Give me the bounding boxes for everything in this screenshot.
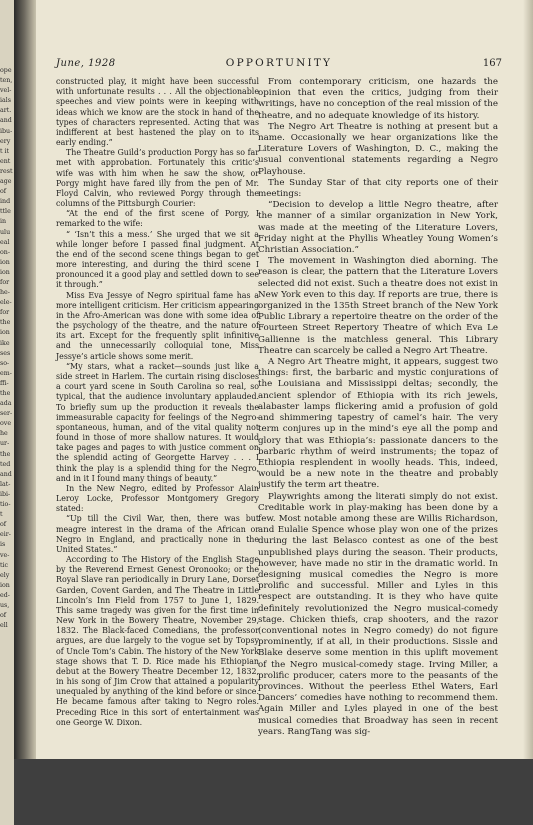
edge-text-fragment: ttle (0, 208, 11, 216)
paragraph: According to The History of the English Stage by the Reverend Ernest Genest Oronooko; or the Royal Slave ran periodically in Drury Lane, Dorset Garden, Covent Garden, and The Theatre in Little Lincoln’s Inn Field from 1757 to June 1, 1829. This same tragedy was given for the first time in New York in the Bowery Theatre, November 29, 1832. The Black-faced Comedians, the professor argues, are due largely to the vogue set by Topsy of Uncle Tom’s Cabin. The history of the New York stage shows that T. D. Rice made his Ethiopian debut at the Bowery Theatre December 12, 1832, in his song of Jim Crow that attained a popularity unequaled by anything of the kind before or since. He became famous after taking to Negro roles. Preceding Rice in this sort of entertainment was one George W. Dixon. (56, 555, 259, 727)
edge-text-fragment: tic (0, 561, 9, 569)
paragraph: Miss Eva Jessye of Negro spiritual fame has a more intelligent criticism. Her criticism appearing in the Afro-American was done with some idea of the psychology of the theatre, and the nature of its art. Except for the frequently split infinitive and the unnecessarily colloquial tone, Miss Jessye’s article shows some merit. (56, 290, 259, 361)
paragraph: The Sunday Star of that city reports one of their meetings: (258, 177, 498, 200)
paragraph: “ ‘Isn’t this a mess.’ She urged that we sit a while longer before I passed final judgment. At the end of the second scene things began to get more interesting, and during the third scene I pronounced it a good play and settled down to see it through.” (56, 229, 259, 290)
edge-text-fragment: ten, (0, 77, 13, 85)
edge-text-fragment: the (0, 390, 11, 397)
edge-text-fragment: lat- (0, 480, 11, 488)
edge-text-fragment: and (0, 117, 12, 125)
edge-text-fragment: he- (0, 289, 10, 297)
edge-text-fragment: ibi- (0, 490, 11, 498)
page-edge-shadow (523, 0, 533, 759)
edge-text-fragment: so- (0, 359, 10, 367)
edge-text-fragment: ada (0, 400, 12, 408)
edge-text-fragment: the (0, 319, 11, 327)
edge-text-fragment: of (0, 612, 7, 620)
edge-text-fragment: for (0, 278, 10, 286)
magazine-title: OPPORTUNITY (225, 57, 333, 69)
edge-text-fragment: ibu- (0, 127, 13, 135)
edge-text-fragment: in (0, 218, 7, 226)
paragraph: “At the end of the first scene of Porgy, I remarked to the wife: (56, 209, 259, 229)
edge-text-fragment: ely (0, 571, 10, 579)
previous-page-edge (0, 0, 14, 825)
running-header (56, 58, 502, 72)
edge-text-fragment: ion (0, 581, 10, 589)
edge-text-fragment: vel- (0, 87, 12, 95)
issue-date: June, 1928 (56, 58, 116, 69)
paragraph: “Decision to develop a little Negro theatre, after the manner of a similar organization in New York, was made at the meeting of the Literature Lovers, Friday night at the Phyllis Wheatley Young Women’s Christian Association.” (258, 200, 498, 256)
edge-text-fragment: ove (0, 420, 12, 428)
edge-text-fragment: us, (0, 601, 10, 609)
edge-text-fragment: ent (0, 157, 11, 165)
edge-text-fragment: ser- (0, 410, 13, 418)
edge-text-fragment: em- (0, 369, 12, 377)
edge-text-fragment: ind (0, 198, 11, 206)
edge-text-fragment: ell (0, 622, 8, 630)
edge-text-fragment: tio- (0, 501, 11, 509)
paragraph: The Negro Art Theatre is nothing at present but a name. Occasionally we hear organizations like the Literature Lovers of Washington, D. C., making the usual conventional statements regarding a Negro Playhouse. (258, 121, 498, 177)
paragraph: The Theatre Guild’s production Porgy has so far met with approbation. Fortunately this critic’s wife was with him when he saw the show, or Porgy might have fared illy from the pen of Mr. Floyd Calvin, who reviewed Porgy through the columns of the Pittsburgh Courier: (56, 148, 259, 209)
edge-text-fragment: ials (0, 97, 12, 105)
edge-text-fragment: t (0, 511, 3, 519)
edge-text-fragment: ion (0, 258, 10, 266)
paragraph: The movement in Washington died aborning. The reason is clear, the pattern that the Literature Lovers selected did not exist. Such a theatre does not exist in New York even to this day. If reports are true, there is organized in the 135th Street branch of the New York Public Library a repertoire theatre on the order of the Fourteen Street Repertory Theatre of which Eva Le Gallienne is the matchless general. This Library Theatre can scarcely be called a Negro Art Theatre. (258, 256, 498, 356)
paragraph: Playwrights among the literati simply do not exist. Creditable work in play-making has been done by a few. Most notable among these are Willis Richardson, and Eulalie Spence whose play won one of the prizes during the last Belasco contest as one of the best unpublished plays during the season. Their products, however, have made no stir in the dramatic world. In designing musical comedies the Negro is more prolific and successful. Miller and Lyles in this respect are outstanding. It is they who have quite definitely revolutionized the Negro musical-comedy stage. Chicken thiefs, crap shooters, and the razor (conventional notes in Negro comedy) do not figure prominently, if at all, in their productions. Sissle and Blake deserve some mention in this uplift movement of the Negro musical-comedy stage. Irving Miller, a prolific producer, caters more to the peasants of the provinces. Without the peerless Ethel Waters, Earl Dancers’ comedies have nothing to recommend them. Again Miller and Lyles played in one of the best musical comedies that Broadway has seen in recent years. RangTang was sig- (258, 491, 498, 737)
paragraph: A Negro Art Theatre might, it appears, suggest two things: first, the barbaric and mystic conjurations of the Louisiana and Mississippi deltas; secondly, the ancient splendor of Ethiopia with its rich jewels, alabaster lamps flickering amid a profusion of gold and shimmering tapestry of camel’s hair. The very term conjures up in the mind’s eye all the pomp and glory that was Ethiopia’s: passionate dancers to the barbaric rhythm of weird instruments; the topaz of Ethiopia resplendent in woolly heads. This, indeed, would be a new note in the theatre and probably justify the term art theatre. (258, 357, 498, 491)
edge-text-fragment: ur- (0, 440, 10, 448)
edge-text-fragment: of (0, 521, 7, 529)
edge-text-fragment: ulu (0, 228, 11, 236)
edge-text-fragment: the (0, 450, 11, 458)
edge-text-fragment: ion (0, 329, 10, 337)
edge-text-fragment: of (0, 188, 7, 196)
edge-text-fragment: age (0, 178, 12, 186)
edge-text-fragment: eir- (0, 531, 11, 539)
edge-text-fragment: eal (0, 238, 10, 246)
edge-text-fragment: ffi- (0, 379, 9, 387)
edge-text-fragment: he (0, 430, 8, 438)
edge-text-fragment: rest (0, 167, 13, 175)
paragraph: “My stars, what a racket—sounds just like a side street in Harlem. The curtain rising discloses a court yard scene in South Carolina so real, so typical, that the audience involuntary applauded. To briefly sum up the production it reveals the immeasurable capacity for feelings of the Negro-spontaneous, human, and of the vital quality not found in those of more shallow natures. It would take pages and pages to with justice comment on the splendid acting of Georgette Harvey . . . I think the play is a splendid thing for the Negro, and in it I found many things of beauty.” (56, 361, 259, 483)
edge-text-fragment: t it (0, 147, 10, 155)
edge-text-fragment: is (0, 541, 6, 549)
edge-text-fragment: ve- (0, 551, 10, 559)
edge-text-fragment: and (0, 470, 12, 478)
edge-text-fragment: ed- (0, 591, 10, 599)
paragraph: From contemporary criticism, one hazards the opinion that even the critics, judging from their writings, have no conception of the real mission of the theatre, and no adequate knowledge of its history. (258, 77, 499, 121)
right-column (258, 77, 498, 738)
paragraph: constructed play, it might have been successful with unfortunate results . . . All the objectionable speeches and view points were in keeping with ideas which we know are the stock in hand of the types of characters represented. Acting that was indifferent at best hastened the play on to its early ending.” (56, 77, 259, 148)
page-number: 167 (482, 58, 502, 69)
edge-text-fragment: ted (0, 460, 11, 468)
edge-text-fragment: ope (0, 67, 12, 74)
edge-text-fragment: for (0, 309, 10, 317)
paragraph: “Up till the Civil War, then, there was but meagre interest in the drama of the African or Negro in England, and practically none in the United States.” (56, 514, 259, 554)
edge-text-fragment: ion (0, 268, 10, 276)
book-gutter (14, 0, 36, 759)
edge-text-fragment: art. (0, 107, 12, 115)
edge-text-fragment: on- (0, 248, 10, 256)
edge-text-fragment: ses (0, 349, 11, 357)
edge-text-fragment: ery (0, 137, 11, 145)
left-column (56, 77, 259, 728)
edge-text-fragment: ike (0, 339, 10, 347)
edge-text-fragment: ele- (0, 299, 12, 307)
paragraph: In the New Negro, edited by Professor Alain Leroy Locke, Professor Montgomery Gregory stated: (56, 483, 259, 514)
